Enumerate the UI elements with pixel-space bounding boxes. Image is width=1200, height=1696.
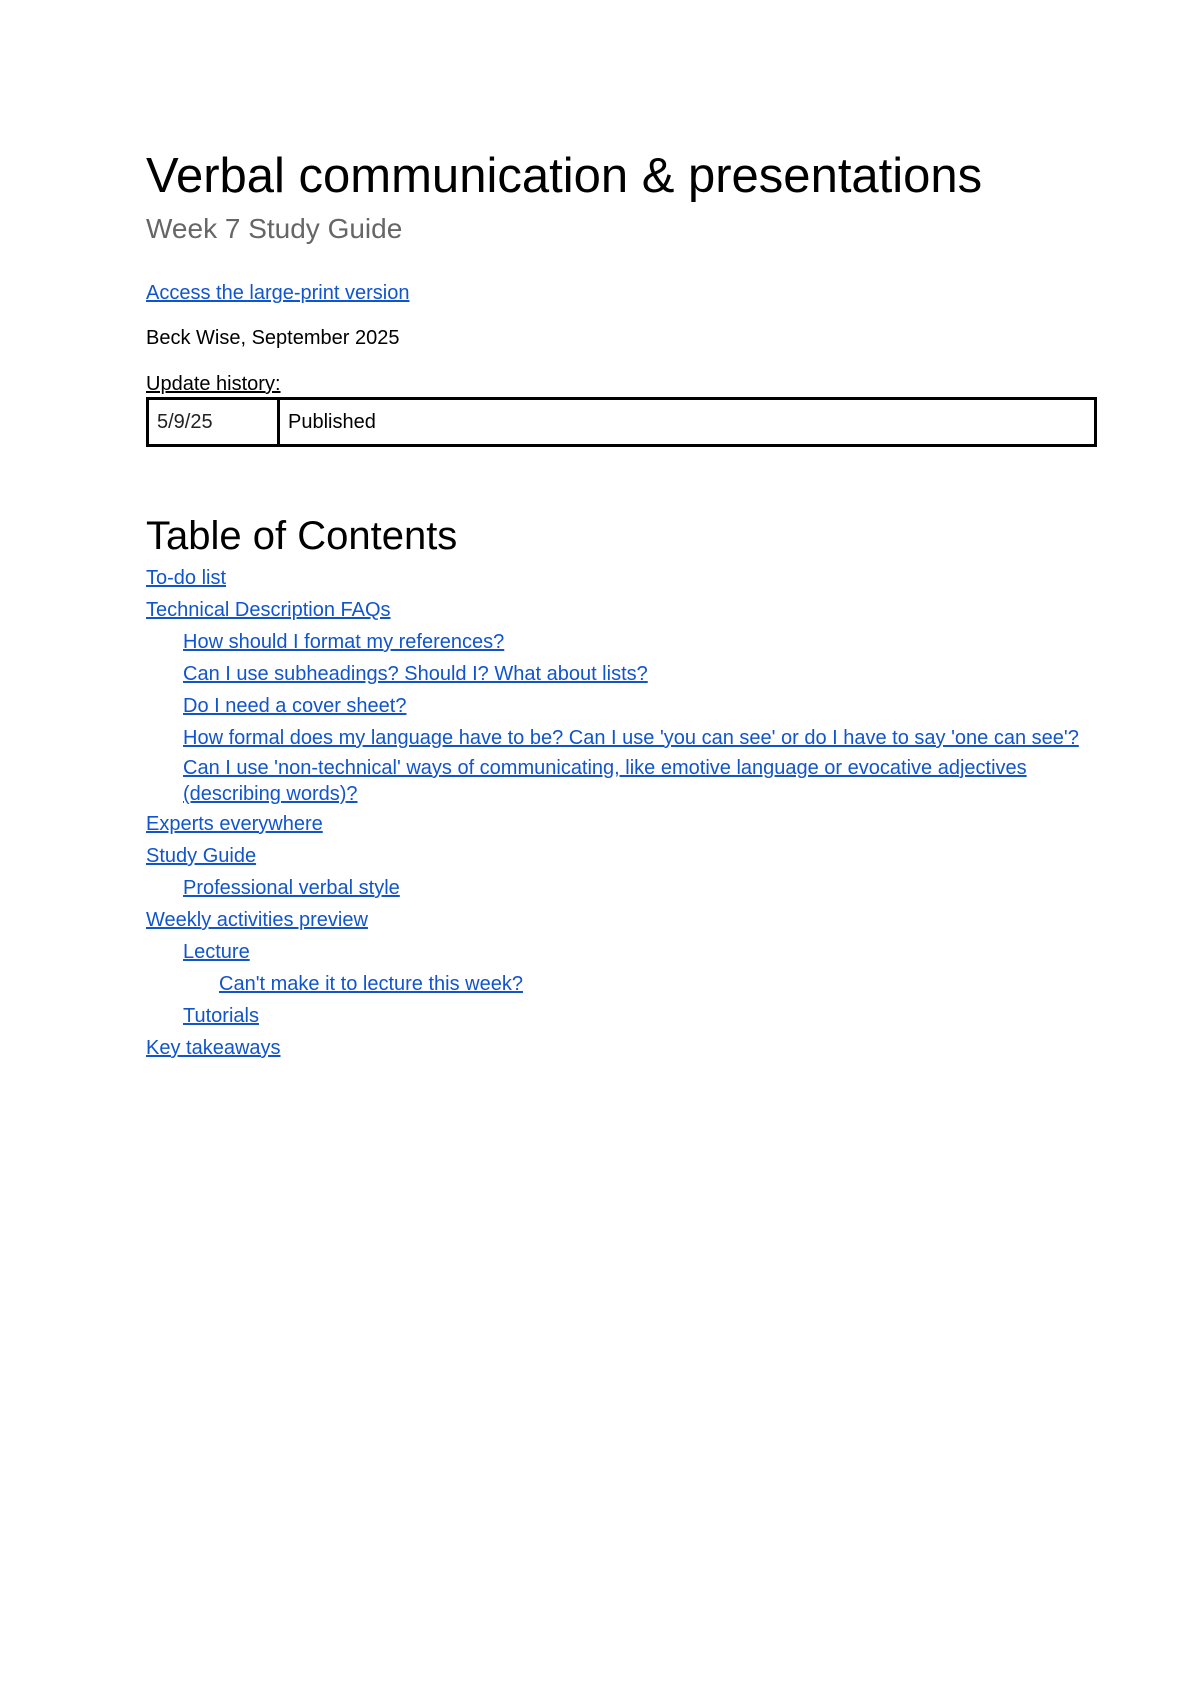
toc-link-study-guide[interactable]: Study Guide — [146, 845, 257, 867]
toc-link-professional-verbal-style[interactable]: Professional verbal style — [183, 877, 400, 899]
toc-item — [146, 1035, 1096, 1061]
toc-link-non-technical-communication[interactable]: Can I use 'non-technical' ways of communicating, like emotive language or evocative adjectives (describing words)? — [183, 757, 1027, 805]
toc-link-tutorials[interactable]: Tutorials — [183, 1005, 259, 1027]
large-print-link[interactable]: Access the large-print version — [146, 282, 410, 304]
toc-link-experts-everywhere[interactable]: Experts everywhere — [146, 813, 323, 835]
toc-item — [146, 907, 1096, 933]
toc-link-key-takeaways[interactable]: Key takeaways — [146, 1037, 281, 1059]
toc-item — [146, 811, 1096, 837]
toc-link-lecture[interactable]: Lecture — [183, 941, 250, 963]
update-history-table — [146, 397, 1097, 447]
toc-item — [146, 755, 1096, 807]
toc-item — [146, 971, 1096, 997]
toc-item — [146, 565, 1096, 591]
update-date-cell: 5/9/25 — [148, 399, 279, 446]
document-title: Verbal communication & presentations — [146, 149, 983, 203]
toc-link-cant-make-lecture[interactable]: Can't make it to lecture this week? — [219, 973, 523, 995]
update-note-cell: Published — [279, 399, 1096, 446]
toc-item — [146, 629, 1096, 655]
toc-link-cover-sheet[interactable]: Do I need a cover sheet? — [183, 695, 407, 717]
toc-link-weekly-activities-preview[interactable]: Weekly activities preview — [146, 909, 368, 931]
update-history-label: Update history: — [146, 373, 281, 395]
toc-link-subheadings-lists[interactable]: Can I use subheadings? Should I? What about lists? — [183, 663, 648, 685]
toc-item — [146, 939, 1096, 965]
toc-item — [146, 875, 1096, 901]
toc-item — [146, 1003, 1096, 1029]
toc-link-formal-language[interactable]: How formal does my language have to be? Can I use 'you can see' or do I have to say 'one can see'? — [183, 727, 1079, 749]
toc-item — [146, 661, 1096, 687]
toc-link-to-do-list[interactable]: To-do list — [146, 567, 227, 589]
author-line: Beck Wise, September 2025 — [146, 327, 400, 349]
toc-link-format-references[interactable]: How should I format my references? — [183, 631, 505, 653]
toc-item — [146, 693, 1096, 719]
toc-heading: Table of Contents — [146, 514, 458, 558]
table-of-contents — [146, 565, 1096, 1067]
toc-item — [146, 597, 1096, 623]
table-row — [148, 399, 1096, 446]
toc-item — [146, 843, 1096, 869]
document-subtitle: Week 7 Study Guide — [146, 213, 403, 244]
toc-link-technical-description-faqs[interactable]: Technical Description FAQs — [146, 599, 391, 621]
toc-item — [146, 725, 1096, 751]
